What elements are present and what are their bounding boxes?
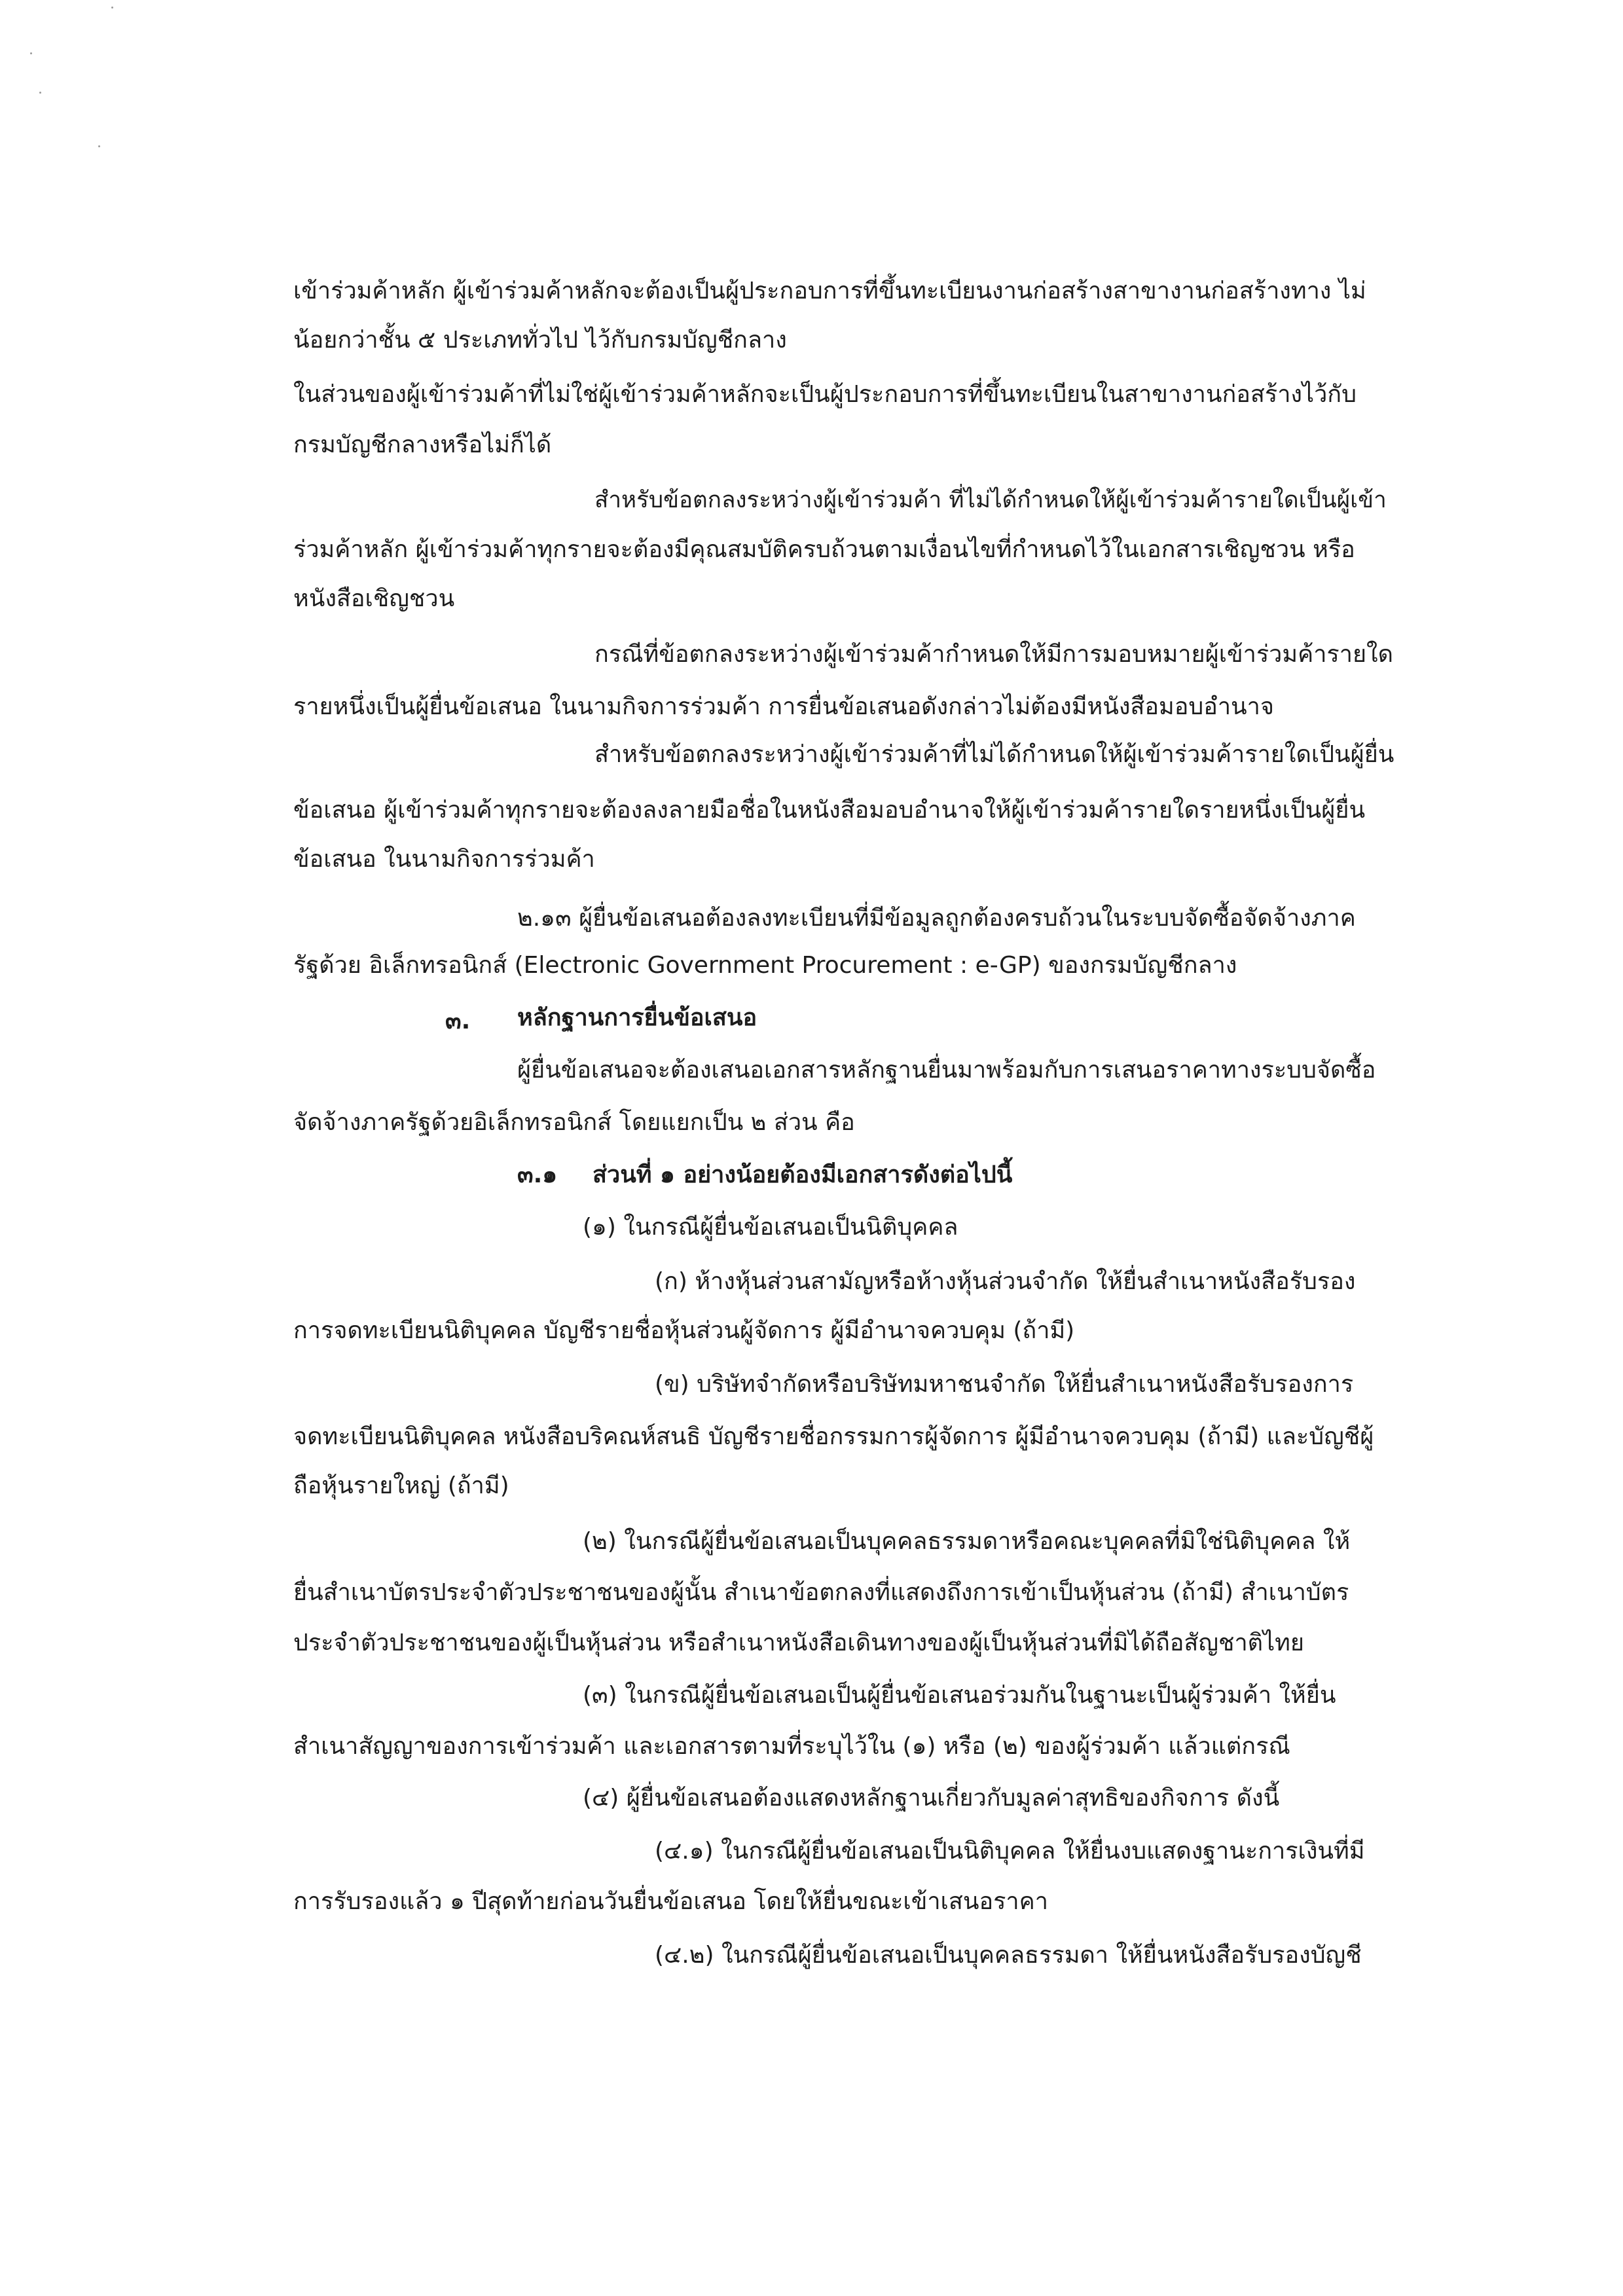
- scan-speck: [98, 145, 100, 147]
- body-line: หนังสือเชิญชวน: [293, 585, 455, 612]
- body-line: กรมบัญชีกลางหรือไม่ก็ได้: [293, 431, 552, 458]
- clause-2-13: ๒.๑๓ ผู้ยื่นข้อเสนอต้องลงทะเบียนที่มีข้อมูลถูกต้องครบถ้วนในระบบจัดซื้อจัดจ้างภาค: [517, 905, 1356, 932]
- item-4-1: (๔.๑) ในกรณีผู้ยื่นข้อเสนอเป็นนิติบุคคล ให้ยื่นงบแสดงฐานะการเงินที่มี: [655, 1838, 1365, 1865]
- section-3-heading: หลักฐานการยื่นข้อเสนอ: [517, 1004, 757, 1031]
- scan-speck: [30, 52, 32, 54]
- body-line: ยื่นสำเนาบัตรประจำตัวประชาชนของผู้นั้น สำเนาข้อตกลงที่แสดงถึงการเข้าเป็นหุ้นส่วน (ถ้ามี) สำเนาบัตร: [293, 1579, 1349, 1606]
- scan-speck: [111, 7, 113, 9]
- body-line: ในส่วนของผู้เข้าร่วมค้าที่ไม่ใช่ผู้เข้าร่วมค้าหลักจะเป็นผู้ประกอบการที่ขึ้นทะเบียนในสาขางานก่อสร้างไว้กับ: [293, 381, 1357, 408]
- section-3-1-heading: ส่วนที่ ๑ อย่างน้อยต้องมีเอกสารดังต่อไปนี้: [593, 1161, 1013, 1188]
- body-line: รัฐด้วย อิเล็กทรอนิกส์ (Electronic Government Procurement : e-GP) ของกรมบัญชีกลาง: [293, 952, 1237, 979]
- item-4-2: (๔.๒) ในกรณีผู้ยื่นข้อเสนอเป็นบุคคลธรรมดา ให้ยื่นหนังสือรับรองบัญชี: [655, 1942, 1362, 1969]
- body-line: ผู้ยื่นข้อเสนอจะต้องเสนอเอกสารหลักฐานยื่นมาพร้อมกับการเสนอราคาทางระบบจัดซื้อ: [517, 1057, 1376, 1084]
- body-line: สำเนาสัญญาของการเข้าร่วมค้า และเอกสารตามที่ระบุไว้ใน (๑) หรือ (๒) ของผู้ร่วมค้า แล้วแต่กรณี: [293, 1733, 1290, 1760]
- body-line: ร่วมค้าหลัก ผู้เข้าร่วมค้าทุกรายจะต้องมีคุณสมบัติครบถ้วนตามเงื่อนไขที่กำหนดไว้ในเอกสารเชิญชวน หรือ: [293, 536, 1355, 563]
- body-line: รายหนึ่งเป็นผู้ยื่นข้อเสนอ ในนามกิจการร่วมค้า การยื่นข้อเสนอดังกล่าวไม่ต้องมีหนังสือมอบอำนาจ: [293, 693, 1274, 720]
- item-2: (๒) ในกรณีผู้ยื่นข้อเสนอเป็นบุคคลธรรมดาหรือคณะบุคคลที่มิใช่นิติบุคคล ให้: [583, 1528, 1351, 1555]
- section-3-number: ๓.: [445, 1008, 471, 1034]
- item-4: (๔) ผู้ยื่นข้อเสนอต้องแสดงหลักฐานเกี่ยวกับมูลค่าสุทธิของกิจการ ดังนี้: [583, 1785, 1280, 1812]
- item-1-a: (ก) ห้างหุ้นส่วนสามัญหรือห้างหุ้นส่วนจำกัด ให้ยื่นสำเนาหนังสือรับรอง: [655, 1268, 1356, 1295]
- body-line: สำหรับข้อตกลงระหว่างผู้เข้าร่วมค้าที่ไม่ได้กำหนดให้ผู้เข้าร่วมค้ารายใดเป็นผู้ยื่น: [594, 741, 1395, 768]
- item-3: (๓) ในกรณีผู้ยื่นข้อเสนอเป็นผู้ยื่นข้อเสนอร่วมกันในฐานะเป็นผู้ร่วมค้า ให้ยื่น: [583, 1682, 1336, 1709]
- body-line: จัดจ้างภาครัฐด้วยอิเล็กทรอนิกส์ โดยแยกเป็น ๒ ส่วน คือ: [293, 1109, 855, 1136]
- section-3-1-number: ๓.๑: [517, 1161, 558, 1188]
- body-line: ถือหุ้นรายใหญ่ (ถ้ามี): [293, 1472, 509, 1499]
- body-line: ข้อเสนอ ในนามกิจการร่วมค้า: [293, 846, 595, 873]
- body-line: กรณีที่ข้อตกลงระหว่างผู้เข้าร่วมค้ากำหนดให้มีการมอบหมายผู้เข้าร่วมค้ารายใด: [594, 641, 1394, 668]
- body-line: สำหรับข้อตกลงระหว่างผู้เข้าร่วมค้า ที่ไม่ได้กำหนดให้ผู้เข้าร่วมค้ารายใดเป็นผู้เข้า: [594, 487, 1387, 513]
- body-line: ข้อเสนอ ผู้เข้าร่วมค้าทุกรายจะต้องลงลายมือชื่อในหนังสือมอบอำนาจให้ผู้เข้าร่วมค้ารายใดรายหนึ่งเป็นผู้ยื่น: [293, 797, 1366, 824]
- body-line: เข้าร่วมค้าหลัก ผู้เข้าร่วมค้าหลักจะต้องเป็นผู้ประกอบการที่ขึ้นทะเบียนงานก่อสร้างสาขางานก่อสร้างทาง ไม่: [293, 278, 1366, 304]
- body-line: การจดทะเบียนนิติบุคคล บัญชีรายชื่อหุ้นส่วนผู้จัดการ ผู้มีอำนาจควบคุม (ถ้ามี): [293, 1317, 1075, 1344]
- scan-speck: [39, 92, 41, 94]
- item-1: (๑) ในกรณีผู้ยื่นข้อเสนอเป็นนิติบุคคล: [583, 1214, 958, 1241]
- body-line: น้อยกว่าชั้น ๕ ประเภททั่วไป ไว้กับกรมบัญชีกลาง: [293, 327, 787, 354]
- body-line: การรับรองแล้ว ๑ ปีสุดท้ายก่อนวันยื่นข้อเสนอ โดยให้ยื่นขณะเข้าเสนอราคา: [293, 1888, 1048, 1915]
- body-line: จดทะเบียนนิติบุคคล หนังสือบริคณห์สนธิ บัญชีรายชื่อกรรมการผู้จัดการ ผู้มีอำนาจควบคุม (ถ้ามี) และบัญชีผู้: [293, 1423, 1374, 1450]
- body-line: ประจำตัวประชาชนของผู้เป็นหุ้นส่วน หรือสำเนาหนังสือเดินทางของผู้เป็นหุ้นส่วนที่มิได้ถือสัญชาติไทย: [293, 1630, 1304, 1656]
- item-1-b: (ข) บริษัทจำกัดหรือบริษัทมหาชนจำกัด ให้ยื่นสำเนาหนังสือรับรองการ: [655, 1371, 1354, 1398]
